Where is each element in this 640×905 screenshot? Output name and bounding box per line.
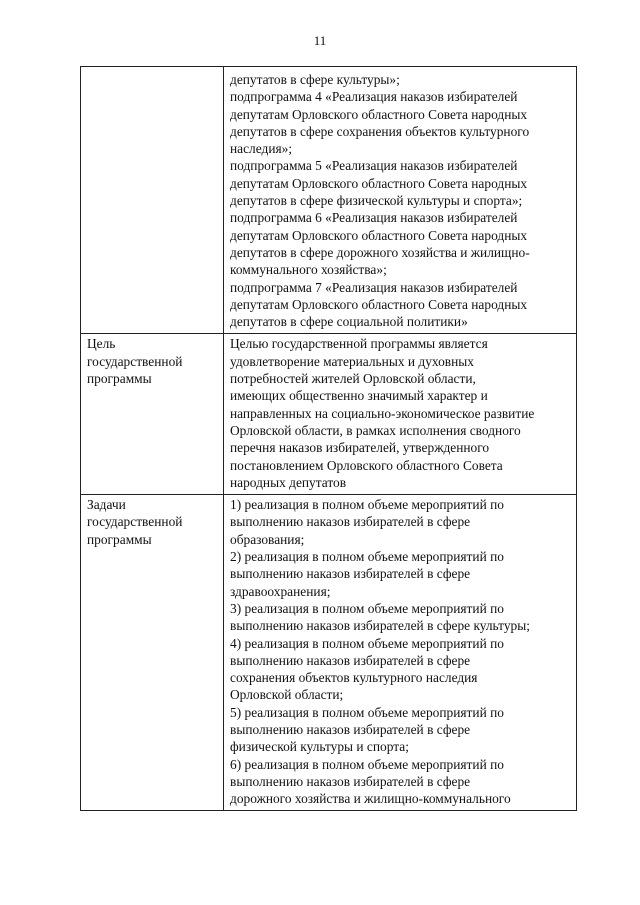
table-body (81, 67, 577, 811)
row-content-line: потребностей жителей Орловской области, (230, 371, 476, 387)
row-content-line: Целью государственной программы является (230, 336, 488, 352)
row-content-line: физической культуры и спорта; (230, 739, 409, 755)
row-content-line: сохранения объектов культурного наследия (230, 670, 478, 686)
row-content-cell (224, 67, 577, 334)
row-label-line: Задачи (87, 497, 126, 513)
row-content-line: постановлением Орловского областного Совета (230, 457, 503, 473)
row-label-line: программы (87, 531, 152, 547)
row-content-line: 4) реализация в полном объеме мероприятий по (230, 635, 504, 651)
row-content-line: 5) реализация в полном объеме мероприятий по (230, 704, 504, 720)
row-content-line: выполнению наказов избирателей в сфере (230, 721, 471, 737)
row-label-line: Цель (87, 336, 116, 352)
row-content-line: депутатам Орловского областного Совета народных (230, 296, 528, 312)
row-content-cell (224, 334, 577, 495)
row-content-line: Орловской области; (230, 687, 344, 703)
row-content-line: направленных на социально-экономическое развитие (230, 405, 535, 421)
table-row (81, 67, 577, 334)
program-table (80, 66, 577, 811)
row-content-line: выполнению наказов избирателей в сфере (230, 773, 471, 789)
row-content-cell (224, 495, 577, 811)
row-content-line: перечня наказов избирателей, утвержденного (230, 440, 490, 456)
row-label-cell (81, 67, 224, 334)
row-content-line: депутатам Орловского областного Совета народных (230, 227, 528, 243)
row-content-line: 3) реализация в полном объеме мероприятий по (230, 600, 504, 616)
row-content-line: дорожного хозяйства и жилищно-коммунального (230, 791, 511, 807)
row-content-line: подпрограмма 5 «Реализация наказов избирателей (230, 158, 518, 174)
row-content-line: 1) реализация в полном объеме мероприятий по (230, 497, 504, 513)
row-content-line: Орловской области, в рамках исполнения сводного (230, 422, 521, 438)
row-content-line: подпрограмма 7 «Реализация наказов избирателей (230, 279, 518, 295)
row-content-line: коммунального хозяйства»; (230, 262, 387, 278)
row-content-line: наследия»; (230, 141, 293, 157)
row-content-line: депутатов в сфере дорожного хозяйства и жилищно- (230, 244, 530, 260)
row-content-line: выполнению наказов избирателей в сфере (230, 566, 471, 582)
row-content-line: здравоохранения; (230, 583, 331, 599)
row-label-line: государственной (87, 514, 183, 530)
row-content-line: депутатов в сфере физической культуры и спорта»; (230, 193, 523, 209)
row-label-cell (81, 495, 224, 811)
page-number: 11 (313, 33, 327, 48)
row-content-line: депутатам Орловского областного Совета народных (230, 106, 528, 122)
row-content-line: подпрограмма 4 «Реализация наказов избирателей (230, 89, 518, 105)
row-content-line: депутатов в сфере социальной политики» (230, 314, 468, 330)
row-content-line: удовлетворение материальных и духовных (230, 353, 474, 369)
row-content-line: народных депутатов (230, 474, 347, 490)
table-row (81, 334, 577, 495)
row-content-line: подпрограмма 6 «Реализация наказов избирателей (230, 210, 518, 226)
row-content-line: депутатов в сфере сохранения объектов культурного (230, 123, 530, 139)
row-content-line: депутатов в сфере культуры»; (230, 72, 400, 87)
row-content-line: выполнению наказов избирателей в сфере (230, 652, 471, 668)
row-content-line: депутатам Орловского областного Совета народных (230, 175, 528, 191)
row-content-line: 6) реализация в полном объеме мероприятий по (230, 756, 504, 772)
table-row (81, 495, 577, 811)
row-content-line: 2) реализация в полном объеме мероприятий по (230, 549, 504, 565)
row-label-line: государственной (87, 353, 183, 369)
row-label-line: программы (87, 371, 152, 387)
row-content-line: имеющих общественно значимый характер и (230, 388, 488, 404)
row-content-line: выполнению наказов избирателей в сфере (230, 514, 471, 530)
row-content-line: выполнению наказов избирателей в сфере культуры; (230, 618, 530, 634)
row-label-cell (81, 334, 224, 495)
row-content-line: образования; (230, 531, 305, 547)
